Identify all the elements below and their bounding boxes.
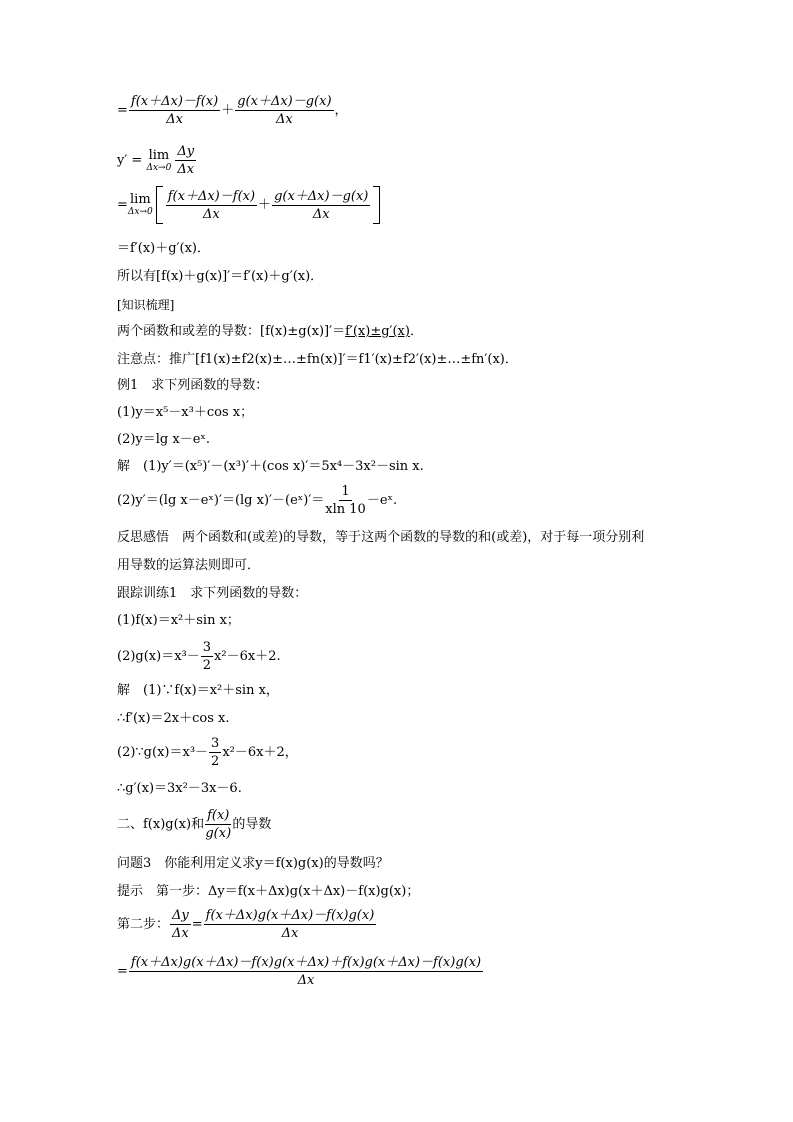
note-generalization: 注意点：推广[f1(x)±f2(x)±…±fn(x)]′＝f1′(x)±f2′(x)±…±fn′(x)． [117,352,518,367]
solution-1-part-2: (2)y′＝(lg x－eˣ)′＝(lg x)′－(eˣ)′＝ $\frac{1}{xln 10}$ －eˣ. [117,484,398,517]
fraction-g-diff: $\frac{g(x+\Delta x)-g(x)}{\Delta x}$ [274,188,369,222]
practice-solution-1-result: ∴f′(x)＝2x＋cos x. [117,711,230,726]
fraction-f-diff: $\frac{f(x+\Delta x)-f(x)}{\Delta x}$ [130,94,219,127]
derivation-line-1: = $\frac{f(x+\Delta x)-f(x)}{\Delta x}$ ＋ $\frac{g(x+\Delta x)-g(x)}{\Delta x}$ ， [117,94,348,127]
left-bracket [156,186,163,224]
example-1-title: 例1 求下列函数的导数： [117,378,269,393]
derivation-line-3: = lim Δx→0 $\frac{f(x+\Delta x)-f(x)}{\Delta x}$ ＋ $\frac{g(x+\Delta x)-g(x)}{\Delta x}$ [117,186,380,224]
sum-rule-statement: 两个函数和或差的导数：[f(x)±g(x)]′＝f′(x)±g′(x)． [117,324,423,339]
fraction-dy-dx: $\frac{\Delta y}{\Delta x}$ [177,144,195,177]
practice-solution-2: (2)∵g(x)＝x³－ $\frac{3}{2}$ x²－6x＋2， [117,736,298,769]
hint-step-2-expansion: = $\frac{f(x+\Delta x)g(x+\Delta x)-f(x)g(x+\Delta x)+f(x)g(x+\Delta x)-f(x)g(x)}{\Delta x}$ [117,955,482,988]
section-tag-knowledge: [知识梳理] [117,298,175,312]
fraction-product-diff: $\frac{f(x+\Delta x)g(x+\Delta x)-f(x)g(x)}{\Delta x}$ [205,908,375,941]
right-bracket [373,186,380,224]
fraction-dy-dx: $\frac{\Delta y}{\Delta x}$ [172,908,189,941]
hint-step-2: 第二步： $\frac{\Delta y}{\Delta x}$ = $\frac{f(x+\Delta x)g(x+\Delta x)-f(x)g(x)}{\Delta x}$ [117,908,375,941]
section-heading-product-quotient: 二、f(x)g(x)和 $\frac{f(x)}{g(x)}$ 的导数 [117,808,272,841]
practice-1-title: 跟踪训练1 求下列函数的导数： [117,586,308,601]
fraction-reciprocal-xln10: $\frac{1}{xln 10}$ [325,484,366,517]
example-1-part-2: (2)y＝lg x－eˣ. [117,432,211,447]
example-1-part-1: (1)y＝x⁵－x³＋cos x； [117,405,254,420]
fraction-three-halves: $\frac{3}{2}$ [211,736,220,769]
derivation-line-2: y′ = lim Δx→0 $\frac{\Delta y}{\Delta x}$ [117,144,195,177]
fraction-f-over-g: $\frac{f(x)}{g(x)}$ [205,808,232,841]
fraction-g-diff: $\frac{g(x+\Delta x)-g(x)}{\Delta x}$ [237,94,332,127]
reflection-line-1: 反思感悟 两个函数和(或差)的导数，等于这两个函数的导数的和(或差)，对于每一项分别利 [117,530,645,545]
blank-answer: f′(x)±g′(x) [345,324,410,339]
reflection-line-2: 用导数的运算法则即可． [117,558,261,573]
conclusion-sum-rule: 所以有[f(x)＋g(x)]′＝f′(x)＋g′(x)． [117,269,324,284]
equals-sign: = [117,103,128,118]
limit-operator: lim Δx→0 [127,192,153,217]
practice-1-part-2: (2)g(x)＝x³－ $\frac{3}{2}$ x²－6x＋2. [117,640,281,673]
hint-step-1: 提示 第一步：Δy＝f(x＋Δx)g(x＋Δx)－f(x)g(x)； [117,884,420,899]
question-3: 问题3 你能利用定义求y＝f(x)g(x)的导数吗？ [117,856,389,871]
practice-solution-1: 解 (1)∵f(x)＝x²＋sin x， [117,683,279,698]
practice-1-part-1: (1)f(x)＝x²＋sin x； [117,613,240,628]
practice-solution-2-result: ∴g′(x)＝3x²－3x－6. [117,781,242,796]
limit-operator: lim Δx→0 [146,147,172,173]
derivation-line-4: ＝f′(x)＋g′(x)． [117,241,210,256]
solution-1-part-1: 解 (1)y′＝(x⁵)′－(x³)′＋(cos x)′＝5x⁴－3x²－sin x. [117,459,424,474]
fraction-expanded-product-diff: $\frac{f(x+\Delta x)g(x+\Delta x)-f(x)g(x+\Delta x)+f(x)g(x+\Delta x)-f(x)g(x)}{\Delta x}$ [130,955,482,988]
fraction-f-diff: $\frac{f(x+\Delta x)-f(x)}{\Delta x}$ [167,188,256,222]
fraction-three-halves: $\frac{3}{2}$ [202,640,212,673]
